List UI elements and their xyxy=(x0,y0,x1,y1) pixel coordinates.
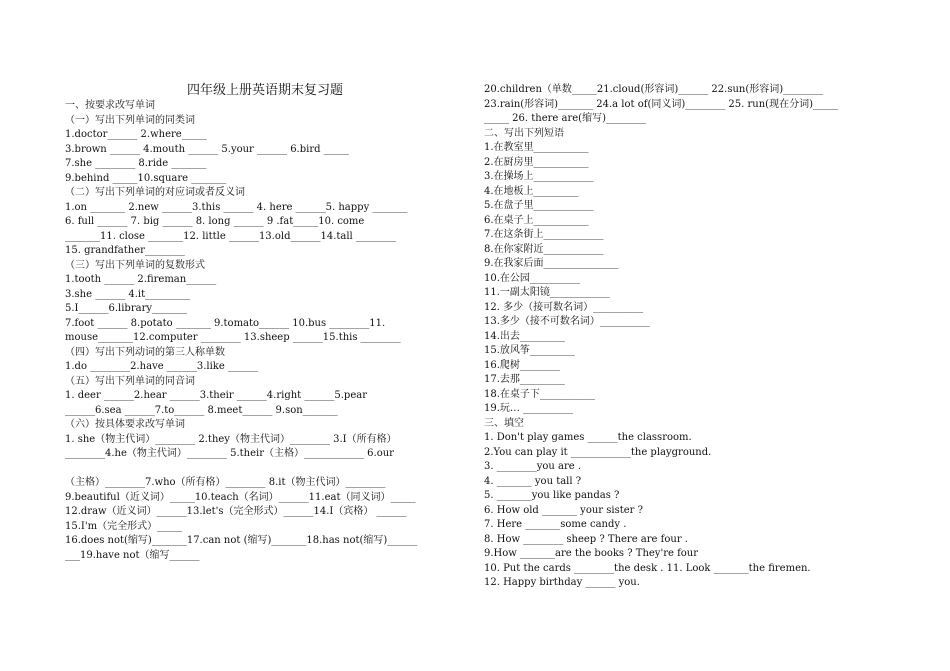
left-line: ___19.have not（缩写______ xyxy=(65,549,200,561)
right-line: 5.在盘子里____________ xyxy=(484,200,594,211)
left-line: （五）写出下列单词的同音词 xyxy=(65,375,195,387)
left-line: 1.doctor______ 2.where_____ xyxy=(65,129,207,140)
right-line: 8. How ________ sheep ? There are four . xyxy=(484,533,688,545)
left-line: （六）按具体要求改写单词 xyxy=(65,419,185,430)
left-line: 12.draw（近义词）______13.let's（完全形式）______14.I（宾格） ______ xyxy=(65,506,407,517)
right-line: 11.一副太阳镜____________ xyxy=(484,287,610,298)
left-line: 1. deer ______2.hear ______3.their ______4.right ______5.pear xyxy=(65,390,367,401)
right-question-list xyxy=(484,83,896,591)
right-line: 三、填空 xyxy=(484,417,524,429)
right-line: 10.在公园__________ xyxy=(484,272,580,284)
right-line: 8.在你家附近____________ xyxy=(484,243,604,255)
right-line: 19.玩… __________ xyxy=(484,403,574,414)
right-line: 3. ________you are . xyxy=(484,461,582,472)
left-line: （三）写出下列单词的复数形式 xyxy=(65,259,205,271)
right-line: 18.在桌子下___________ xyxy=(484,388,595,400)
left-line xyxy=(65,462,465,477)
right-line: 9.在我家后面_______________ xyxy=(484,258,619,269)
left-line: 7.she ________ 8.ride _______ xyxy=(65,158,207,169)
left-line: 1.do ________2.have ______3.like ______ xyxy=(65,361,258,372)
page-title: 四年级上册英语期末复习题 xyxy=(186,83,343,98)
left-line: 一、按要求改写单词 xyxy=(65,100,155,111)
right-line: 20.children（单数_____21.cloud(形容词)______ 22.sun(形容词)________ xyxy=(484,84,824,95)
right-line: 7.在这条街上____________ xyxy=(484,229,604,240)
left-column xyxy=(65,82,465,563)
left-line: 1.tooth ______ 2.fireman______ xyxy=(65,274,217,285)
left-line: 6. full ______ 7. big ______ 8. long ______ 9 .fat_____10. come xyxy=(65,216,365,227)
right-line: 10. Put the cards ________the desk . 11. Look _______the firemen. xyxy=(484,562,811,574)
right-line: 14.出去_________ xyxy=(484,330,565,342)
right-line: 二、写出下列短语 xyxy=(484,127,564,139)
right-line: 7. Here _______some candy . xyxy=(484,519,627,530)
left-line: 5.I______6.library_______ xyxy=(65,303,188,314)
right-line: _____ 26. there are(缩写)________ xyxy=(484,113,646,124)
left-line: _______11. close _______12. little ______13.old______14.tall ________ xyxy=(65,230,396,242)
left-line: mouse_______12.computer ________ 13.sheep ______15.this ________ xyxy=(65,332,401,343)
left-line: 15.I'm（完全形式）_____ xyxy=(65,520,183,532)
left-line: 3.brown ______ 4.mouth ______ 5.your ______ 6.bird _____ xyxy=(65,143,349,155)
right-line: 1. Don't play games ______the classroom. xyxy=(484,432,692,443)
left-line: （四）写出下列动词的第三人称单数 xyxy=(65,346,225,358)
left-line: （主格）________7.who（所有格）________ 8.it（物主代词）________ xyxy=(65,477,386,488)
right-line: 12. 多少（接可数名词）__________ xyxy=(484,301,644,313)
right-line: 3.在操场上____________ xyxy=(484,171,594,182)
left-line: 1.on _______ 2.new ______3.this ______ 4. here ______5. happy _______ xyxy=(65,201,408,213)
left-line: （二）写出下列单词的对应词或者反义词 xyxy=(65,187,245,198)
left-line: 7.foot ______ 8.potato _______ 9.tomato______ 10.bus ________11. xyxy=(65,317,386,329)
left-line: 1. she（物主代词）________ 2.they（物主代词）________ 3.I（所有格） xyxy=(65,433,397,445)
left-line: 16.does not(缩写)_______17.can not (缩写)_______18.has not(缩写)______ xyxy=(65,535,418,546)
right-line: 9.How _______are the books ? They're four xyxy=(484,548,699,559)
right-line: 6.在桌子上___________ xyxy=(484,214,589,226)
left-line: 15. grandfather________ xyxy=(65,245,185,256)
right-line: 2.在厨房里___________ xyxy=(484,156,589,168)
right-line: 4. _______ you tall ? xyxy=(484,475,582,487)
right-column xyxy=(484,83,896,591)
left-line: ______6.sea ______7.to______ 8.meet______ 9.son_______ xyxy=(65,404,338,416)
right-line: 13.多少（接不可数名词）__________ xyxy=(484,316,650,327)
right-line: 12. Happy birthday ______ you. xyxy=(484,577,640,588)
left-line: ________4.he（物主代词）________ 5.their（主格）____________ 6.our xyxy=(65,448,394,459)
left-line: （一）写出下列单词的同类词 xyxy=(65,114,195,126)
left-question-list xyxy=(65,99,465,563)
left-line: 9.behind _____10.square _______ xyxy=(65,172,227,184)
right-line: 17.去那_________ xyxy=(484,374,565,385)
right-line: 2.You can play it ____________the playground. xyxy=(484,446,712,458)
left-line: 9.beautiful（近义词）_____10.teach（名词）______11.eat（同义词）_____ xyxy=(65,491,416,503)
right-line: 23.rain(形容词)_______ 24.a lot of(同义词)________ 25. run(现在分词)_____ xyxy=(484,98,838,110)
right-line: 4.在地板上_________ xyxy=(484,185,579,197)
right-line: 15.放风筝_________ xyxy=(484,345,575,356)
right-line: 16.爬树________ xyxy=(484,359,560,371)
left-line: 3.she ______ 4.it_________ xyxy=(65,288,191,300)
right-line: 5. _______you like pandas ? xyxy=(484,490,620,501)
right-line: 1.在教室里___________ xyxy=(484,142,589,153)
right-line: 6. How old _______ your sister ? xyxy=(484,504,643,516)
